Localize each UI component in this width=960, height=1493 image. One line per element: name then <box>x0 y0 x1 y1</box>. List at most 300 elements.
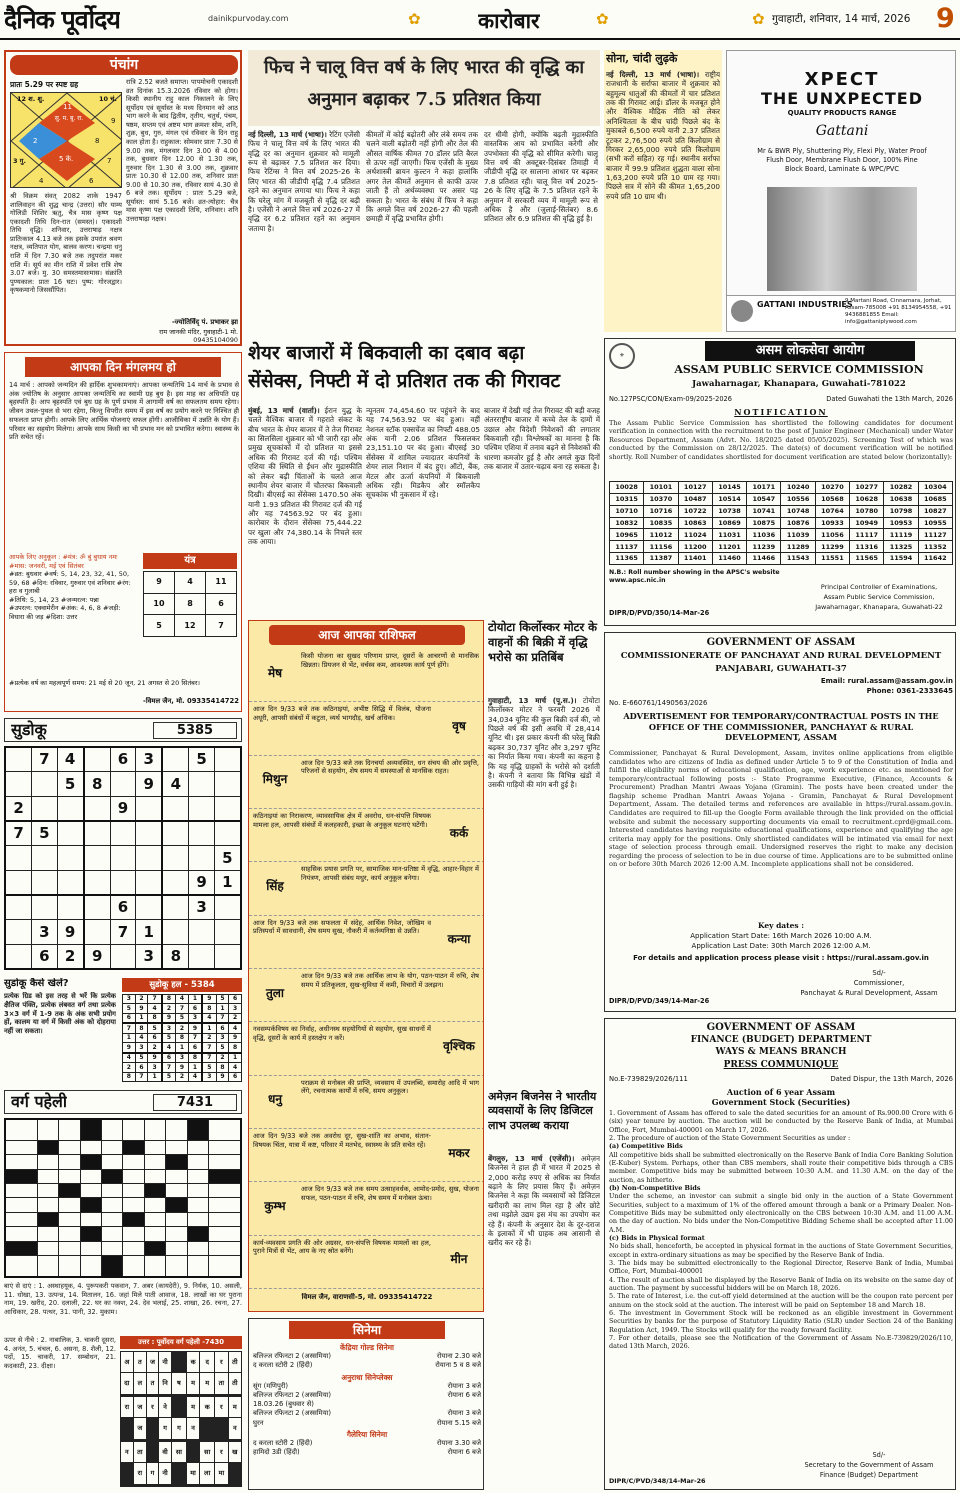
grid-cell <box>57 821 84 846</box>
flower-icon: ✿ <box>596 10 609 28</box>
crossword-cell[interactable] <box>166 1169 187 1183</box>
crossword-cell[interactable] <box>209 1241 241 1255</box>
rashi-text: नवसम्पर्कविषय का निर्वाह, अधीनस्थ सहयोगियों से सहयोग, सुख साधनों में वृद्धि, दूसरों के कार्य में हस्तक्षेप न करें। <box>253 1025 431 1043</box>
crossword-cell[interactable] <box>166 1212 187 1226</box>
grid-cell <box>5 895 32 920</box>
rashi-text: आज दिन 9/33 बजे तक कठिनाइयां, अभीष्ट सिद्धि में विलंब, योजना अधूरी, आपसी संबंधों में कटुता, व्यर्थ भागदौड़, खर्च अधिक। <box>253 705 431 723</box>
grid-cell: 8 <box>162 995 176 1004</box>
crossword-cell[interactable] <box>5 1227 37 1241</box>
grid-cell: 8 <box>148 1013 162 1023</box>
grid-cell: नि <box>159 1373 172 1394</box>
grid-cell: र <box>215 1352 229 1373</box>
crossword-cell[interactable] <box>59 1198 80 1212</box>
cinema-film: बलिज्ज रफिनटा 2 (अस्समिया) <box>253 1409 332 1418</box>
grid-row <box>123 1013 242 1023</box>
crossword-cell[interactable] <box>187 1198 208 1212</box>
crossword-cell[interactable] <box>5 1212 37 1226</box>
grid-cell: मा <box>215 1463 229 1484</box>
crossword-cell[interactable] <box>5 1141 37 1155</box>
grid-cell: 11117 <box>850 529 884 541</box>
crossword-cell[interactable] <box>80 1212 101 1226</box>
cinema-time: रोयाना 3 बजे <box>447 1409 481 1418</box>
grid-cell <box>162 796 189 821</box>
grid-cell: 10863 <box>678 517 712 529</box>
crossword-cell[interactable] <box>166 1184 187 1198</box>
crossword-title: वर्ग पहेली <box>11 1092 68 1111</box>
crossword-cell[interactable] <box>123 1169 144 1183</box>
grid-cell: 7 <box>135 1072 148 1082</box>
grid-cell <box>189 772 214 796</box>
crossword-row <box>5 1212 241 1226</box>
grid-cell: न <box>228 1418 241 1439</box>
crossword-cell[interactable] <box>144 1141 165 1155</box>
crossword-cell[interactable] <box>209 1255 241 1277</box>
gold-headline: सोना, चांदी लुढ़के <box>606 52 678 65</box>
grid-cell: 10685 <box>918 493 952 505</box>
grid-cell <box>32 846 57 870</box>
crossword-cell[interactable] <box>59 1119 80 1141</box>
kundli-cell: 4 <box>39 177 44 185</box>
grid-cell: 5 <box>32 821 57 846</box>
grid-cell: 11316 <box>850 541 884 553</box>
grid-cell: म <box>186 1396 200 1417</box>
grid-cell: 10277 <box>850 482 884 494</box>
crossword-cell <box>5 1241 37 1255</box>
grid-cell <box>215 1484 229 1486</box>
crossword-cell[interactable] <box>5 1119 37 1141</box>
crossword-row <box>5 1169 241 1183</box>
crossword-cell[interactable] <box>166 1241 187 1255</box>
finance-heading-2: Government Stock (Securities) <box>711 1097 851 1107</box>
crossword-cell[interactable] <box>144 1119 165 1141</box>
crossword-cell[interactable] <box>144 1169 165 1183</box>
crossword-cell[interactable] <box>144 1212 165 1226</box>
crossword-cell[interactable] <box>144 1227 165 1241</box>
grid-cell: 11460 <box>712 553 746 565</box>
cinema-time: रोयाना 6 बजे <box>447 1391 481 1400</box>
grid-cell: 11352 <box>918 541 952 553</box>
crossword-cell <box>166 1198 187 1212</box>
crossword-cell[interactable] <box>166 1119 187 1141</box>
grid-row <box>121 1352 242 1373</box>
grid-cell: 10240 <box>781 482 815 494</box>
sudoku-header <box>4 718 242 742</box>
crossword-cell[interactable] <box>187 1184 208 1198</box>
paper-url[interactable]: dainikpurvoday.com <box>208 14 289 23</box>
grid-cell: 7 <box>5 821 32 846</box>
grid-cell: त <box>146 1373 158 1394</box>
finance-para: All competitive bids shall be submitted electronically on the Reserve Bank of India Core Banking Solution (E-Kuber) System. Perhaps, other than CBS members, shall route their competitive bids through a CBS member. Competitive bids may be submitted between 10:30 A.M. and 11.30 A.M. on the day of the auction, as hitherto. <box>609 1150 953 1184</box>
grid-cell: 3 <box>162 1023 176 1033</box>
cinema-box <box>248 1318 484 1490</box>
crossword-cell[interactable] <box>123 1184 144 1198</box>
grid-cell: 11039 <box>781 529 815 541</box>
crossword-cell[interactable] <box>37 1255 58 1277</box>
grid-cell: ला <box>200 1463 215 1484</box>
cinema-film: घुरन <box>253 1418 264 1427</box>
crossword-grid <box>4 1118 242 1278</box>
grid-cell: 10933 <box>815 517 849 529</box>
grid-cell: 5 <box>57 772 84 796</box>
crossword-cell[interactable] <box>187 1169 208 1183</box>
crossword-cell[interactable] <box>102 1212 123 1226</box>
cinema-film: द करला स्टोरी 2 (हिंदी) <box>253 1438 313 1447</box>
gattani-logo-icon <box>731 300 753 322</box>
gold-body <box>606 70 720 330</box>
crossword-row <box>5 1227 241 1241</box>
grid-cell <box>189 944 214 969</box>
finance-ref: No.E-739829/2026/111 <box>609 1075 688 1083</box>
ad-footer <box>727 295 956 332</box>
grid-row <box>5 846 241 870</box>
grid-cell <box>84 870 111 895</box>
cinema-show-row <box>253 1439 481 1448</box>
grid-cell: 11565 <box>850 553 884 565</box>
grid-cell <box>32 870 57 895</box>
cinema-film: बलिज्ज रफिनटा 2 (अस्समिया) <box>253 1391 332 1400</box>
crossword-cell[interactable] <box>37 1227 58 1241</box>
grid-cell <box>5 944 32 969</box>
grid-cell <box>5 747 32 772</box>
crossword-cell[interactable] <box>144 1155 165 1169</box>
grid-cell <box>136 870 163 895</box>
grid-cell: 10370 <box>644 493 678 505</box>
cinema-show-row <box>253 1391 481 1400</box>
grid-cell: 7 <box>162 1063 176 1072</box>
paper-logo: दैनिक पूर्वोदय <box>4 5 120 34</box>
grid-row <box>610 529 953 541</box>
lucky-line: #व्रत: बुधवार #वर्ष: 5, 14, 23, 32, 41, 50, 59, 68 #दिन: रविवार, गुरुवार एवं शनिवार #रंग: हरा व गुलाबी <box>9 570 131 596</box>
fitch-col-2: कीमतों में कोई बढ़ोतरी और लंबे समय तक चलने वाली बढ़ोतरी नहीं होगी और तेल की औसत वार्षिक कीमत 70 डॉलर प्रति बैरल से ऊपर नहीं जाएगी। फिच एजेंसी के मुख्य अर्थशास्त्री ब्रायन कुल्टन ने कहा हालांकि अगर तेल कीमतें अनुमान से काफी ऊपर जाती हैं तो अर्थव्यवस्था पर असर पड़ सकता है। भारत के संबंध में फिच ने कहा कि अगले वित्त वर्ष 2026-27 की पहली छमाही में वृद्धि प्रभावित होगी। <box>366 130 478 224</box>
crossword-cell[interactable] <box>166 1141 187 1155</box>
grid-cell: 6 <box>123 1013 136 1023</box>
grid-cell: ने <box>159 1396 172 1417</box>
rashi-text: आज दिन 9/33 बजे तक समय उत्साहवर्धक, आमोद-प्रमोद, सुख, योजना सफल, पठन-पाठन में रुचि, शेष समय में मनोबल ऊंचा। <box>301 1185 479 1203</box>
crossword-cell[interactable] <box>209 1227 241 1241</box>
grid-cell: 10738 <box>712 505 746 517</box>
apsc-title-en: ASSAM PUBLIC SERVICE COMMISSION <box>674 363 924 376</box>
crossword-cell[interactable] <box>209 1119 241 1141</box>
amazon-headline: अमेज़न बिजनेस ने भारतीय व्यवसायों के लिए डिजिटल लाभ उपलब्ध कराया <box>488 1090 597 1132</box>
grid-cell: 5 <box>214 846 241 870</box>
crossword-cell[interactable] <box>187 1155 208 1169</box>
crossword-cell[interactable] <box>59 1241 80 1255</box>
grid-cell: 11387 <box>644 553 678 565</box>
crossword-cell[interactable] <box>37 1184 58 1198</box>
panchayat-key-dates: Key dates : <box>757 921 805 930</box>
grid-cell: 11365 <box>610 553 644 565</box>
grid-cell: 7 <box>188 1033 202 1042</box>
grid-cell: 5 <box>176 1013 189 1023</box>
grid-cell <box>5 870 32 895</box>
crossword-cell[interactable] <box>209 1141 241 1155</box>
crossword-cell <box>123 1212 144 1226</box>
grid-cell <box>146 1418 158 1439</box>
crossword-cell <box>209 1169 241 1183</box>
panchayat-body: Commissioner, Panchayat & Rural Development, Assam, invites online applications from eligible candidates who are citizens of India as defined under Article 5 to 9 of the Constitution of India and fulfill the eligibility norms of educational qualification, age, work experience etc. as mentioned for temporary/contractual following posts :- State Programme Executive, (Finance, Accounts & Procurement) Pradhan Mantri Awaas Yojana (Gramin). The posts have been created under the flagship scheme Pradhan Mantri Awaas Yojana - Gramin, Panchayat & Rural Development Department, Assam. The detailed terms and references are available in https://rural.assam.gov.in. Candidates are required to fill-up the Google Form available through the link provided on the official website and submit the necessary supporting documents via email to recruitment.cprd@gmail.com. Interested candidates having requisite educational qualifications, experience and qualifying the age criteria may apply for the positions. Only shortlisted candidates will be intimated via email for next stage of selection process through email. Undersigned reserves the right to make any decision regarding the process of selection to be in due course of time. Applications are to be submitted online on or before 30th March 2026 12:00 A.M. Incomplete applications shall not be considered. <box>609 749 953 869</box>
crossword-cell[interactable] <box>144 1198 165 1212</box>
grid-cell: 3 <box>148 1063 162 1072</box>
cinema-show-row <box>253 1400 481 1409</box>
finance-subhead: (a) Competitive Bids <box>609 1142 683 1151</box>
crossword-cell <box>144 1184 165 1198</box>
grid-cell: रा <box>121 1396 134 1417</box>
panchang-body-2: रात्रि 2.52 बजते समाप्त। पापमोचनी एकादशी व्रत दिनांक 15.3.2026 रविवार को होगा। किसी स्थानीय राहु काल निकालने के लिए सूर्योदय एवं सूर्यास्त के मध्य दिनमान को आठ भाग करने के बाद द्वितीय, तृतीय, चतुर्थ, पंचम, षष्ठम, सप्तम एवं अष्टम भाग क्रमशः सोम, शनि, शुक्र, बुध, गुरु, मंगल एवं रविवार के दिन राहु काल होता है। राहुकाल: सोमवार प्रातः 7.30 से 9.00 तक, मंगलवार दिन 3.00 से 4.00 तक, बुधवार दिन 12.00 से 1.30 तक, गुरुवार दिन 1.30 से 3.00 तक, शुक्रवार प्रातः 10.30 से 12.00 तक, शनिवार प्रातः 9.00 से 10.30 तक, रविवार सायं 4.30 से 6 बजे तक। सूर्योदय : प्रातः 5.29 बजे, सूर्यास्त: सायं 5.16 बजे। व्रत-त्योहार: चैत्र मास कृष्ण पक्ष एकादशी तिथि, शनिवार। शनि उत्तराषाढ़ा नक्षत्र। <box>126 78 238 223</box>
cinema-time: रोयाना 5.15 बजे <box>436 1418 481 1427</box>
grid-cell: 9 <box>57 920 84 944</box>
crossword-cell[interactable] <box>187 1212 208 1226</box>
grid-cell: 10638 <box>884 493 918 505</box>
grid-row <box>5 747 241 772</box>
grid-cell: 6 <box>216 1023 229 1033</box>
crossword-cell[interactable] <box>37 1155 58 1169</box>
yantra-cell: 7 <box>206 615 237 637</box>
grid-cell <box>200 1484 215 1486</box>
crossword-cell[interactable] <box>123 1227 144 1241</box>
grid-cell: त <box>133 1352 146 1373</box>
crossword-cell[interactable] <box>123 1155 144 1169</box>
grid-cell: 11401 <box>678 553 712 565</box>
panchayat-email[interactable]: Email: rural.assam@assam.gov.in <box>820 677 953 685</box>
toyota-body <box>488 696 600 1066</box>
grid-cell: 10315 <box>610 493 644 505</box>
grid-cell: 10101 <box>644 482 678 494</box>
birthday-body: 14 मार्च : आपको जन्मदिन की हार्दिक शुभकामनाएं। आपका जन्मतिथि 14 मार्च के प्रभाव से अंक ज्योतिष के अनुसार आपका जन्मतिथि का स्वामी ग्रह बुध है। इस माह का अधिपति ग्रह बृहस्पति है। आप बृहस्पति एवं बुध ग्रह के पूर्ण प्रभाव में आगामी वर्ष का सफलतम समय रहेगा। जीवन उथल-पुथल से भरा रहेगा, किन्तु विपरीत समय में इस वर्ष का प्रयोग करने पर निश्चित ही सफलता प्राप्त होगी। आपके लिए आर्थिक योजनाएं सफल होंगी। आजीविका में उन्नति के योग हैं। परिवार का सहयोग मिलेगा। आपके साथ किसी का भी प्रभाव मन को प्रभावित करेगा। स्वास्थ्य के प्रति सचेत रहें। <box>9 381 239 442</box>
apsc-body: The Assam Public Service Commission has shortlisted the following candidates for document verification in connection with the recruitment to the post of Junior Engineer (Mechanical) under Water Resources Department, Assam (Advt. No. 18/2025 dated 05/05/2025). Screening Test of which was conducted by the Commission on 28/12/2025. The date(s) of document verification will be notified shortly. Roll Number of candidates shortlisted for document verification are stated below (horizontally): <box>609 419 953 461</box>
grid-cell <box>162 920 189 944</box>
grid-cell: 10716 <box>644 505 678 517</box>
grid-cell: 6 <box>229 1072 242 1082</box>
crossword-cell[interactable] <box>80 1241 101 1255</box>
grid-cell: 3 <box>32 920 57 944</box>
crossword-cell[interactable] <box>102 1119 123 1141</box>
masthead <box>0 0 960 40</box>
rashi-text: आज दिन 9/33 बजे तक दिनचर्या अव्यवस्थित, धन संचय की ओर प्रवृत्ति, परिजनों से सहयोग, शेष समय में समस्याओं से मानसिक राहत। <box>301 758 479 776</box>
grid-cell <box>136 846 163 870</box>
grid-cell <box>214 796 241 821</box>
grid-cell: 4 <box>202 1013 216 1023</box>
grid-cell <box>136 796 163 821</box>
crossword-cell[interactable] <box>166 1227 187 1241</box>
crossword-cell[interactable] <box>59 1255 80 1277</box>
crossword-cell[interactable] <box>123 1255 144 1277</box>
crossword-cell[interactable] <box>209 1184 241 1198</box>
grid-row <box>123 1063 242 1072</box>
crossword-cell[interactable] <box>187 1241 208 1255</box>
grid-cell: 10798 <box>884 505 918 517</box>
crossword-cell[interactable] <box>37 1119 58 1141</box>
crossword-cell <box>37 1141 58 1155</box>
crossword-cell[interactable] <box>5 1155 37 1169</box>
grid-cell: 10953 <box>884 517 918 529</box>
crossword-cell[interactable] <box>37 1241 58 1255</box>
panchayat-l1: GOVERNMENT OF ASSAM <box>706 637 856 648</box>
grid-cell: ख <box>228 1441 241 1462</box>
grid-cell <box>136 821 163 846</box>
panchayat-ref: No. E-660761/1490563/2026 <box>609 699 708 707</box>
yantra-cell: 10 <box>144 593 175 615</box>
finance-sign-1: Secretary to the Government of Assam <box>804 1461 934 1469</box>
crossword-solution-title: उत्तर : पूर्वोदय वर्ग पहेली -7430 <box>120 1336 242 1349</box>
crossword-cell[interactable] <box>102 1241 123 1255</box>
grid-cell <box>172 1396 187 1417</box>
crossword-cell[interactable] <box>102 1184 123 1198</box>
sensex-col-1-text: ईरान युद्ध के चलते वैश्विक बाजार में गहराते संकट के बीच भारत के शेयर बाजार में ते तेज गिरावट का सिलसिला शुक्रवार को भी जारी रहा और प्रमुख सूचकांकों में दो प्रतिशत या इससे अधिक की गिरावट दर्ज की गई। पश्चिम एशिया की स्थिति से ईंधन और मुद्रास्फीति को लेकर बढ़ी चिंताओं के चलते आज स्थानीय शेयर बाजार में चौतरफा बिकवाली दिखी। बीएसई का सेंसेक्स 1470.50 अंक यानी 1.93 प्रतिशत की गिरावट दर्ज की गई और यह 74563.92 पर बंद हुआ। कारोबार के दौरान सेंसेक्स 75,444.22 पर खुला और 74,380.14 के निचले स्तर तक आया। <box>248 406 362 547</box>
crossword-cell[interactable] <box>37 1198 58 1212</box>
grid-cell: 4 <box>162 1043 176 1053</box>
cinema-time: रोयाना 3.30 बजे <box>436 1438 481 1447</box>
lucky-line: #प्रत्येक वर्ष का महत्वपूर्ण समय: 21 मई से 20 जून, 21 अगस्त से 20 सितंबर। <box>9 679 200 687</box>
crossword-cell[interactable] <box>187 1141 208 1155</box>
grid-cell <box>121 1463 134 1484</box>
grid-cell <box>57 796 84 821</box>
grid-cell <box>162 821 189 846</box>
crossword-cell[interactable] <box>80 1169 101 1183</box>
crossword-cell[interactable] <box>102 1155 123 1169</box>
sensex-dateline: मुंबई, 13 मार्च (वार्ता)। <box>248 406 320 415</box>
crossword-cell[interactable] <box>144 1255 165 1277</box>
grid-cell: 10780 <box>850 505 884 517</box>
grid-cell <box>189 920 214 944</box>
crossword-cell[interactable] <box>59 1155 80 1169</box>
rashi-sign-label: मकर <box>448 1145 470 1160</box>
grid-cell <box>110 772 135 796</box>
crossword-cell[interactable] <box>59 1212 80 1226</box>
crossword-cell[interactable] <box>80 1141 101 1155</box>
kundli-cell: सु. म. बु. रा. <box>54 115 84 122</box>
panchayat-sign-2: Panchayat & Rural Development, Assam <box>800 989 938 997</box>
yantra-cell: 6 <box>206 593 237 615</box>
rashi-text: किसी योजना का सुखद परिणाम प्राप्त, दूसरों के आचरणों से मानसिक खिन्नता। प्रियजन से भेंट, वर्चस्व कम, आवश्यक कार्य पूर्ण होंगे। <box>301 652 479 669</box>
crossword-cell <box>59 1184 80 1198</box>
grid-cell: 2 <box>162 1004 176 1013</box>
crossword-solution-grid <box>120 1351 242 1487</box>
grid-cell: 7 <box>202 1053 216 1063</box>
grid-cell: 3 <box>123 995 136 1004</box>
grid-cell: 10965 <box>610 529 644 541</box>
grid-row <box>5 796 241 821</box>
crossword-cell[interactable] <box>166 1255 187 1277</box>
grid-cell: 10547 <box>747 493 781 505</box>
grid-cell: 4 <box>57 747 84 772</box>
grid-cell: 6 <box>148 1033 162 1042</box>
grid-row <box>123 1004 242 1013</box>
grid-cell <box>214 821 241 846</box>
crossword-cell[interactable] <box>80 1184 101 1198</box>
grid-cell: 11543 <box>781 553 815 565</box>
grid-cell <box>214 895 241 920</box>
ad-brand: Gattani <box>815 123 869 139</box>
crossword-cell[interactable] <box>80 1255 101 1277</box>
crossword-cell[interactable] <box>209 1155 241 1169</box>
crossword-cell[interactable] <box>59 1169 80 1183</box>
rashi-sign-label: मिथुन <box>262 772 288 787</box>
sudoku-section <box>4 718 242 974</box>
crossword-cell[interactable] <box>123 1241 144 1255</box>
grid-cell <box>189 796 214 821</box>
yantra-grid <box>143 571 237 637</box>
finance-para: Under the scheme, an investor can submit a single bid only in the auction of a State Government Securities, subject to a maximum of 1% of the offered amount through a bank or a Primary Dealer. Non-Competitive Bids may be submitted only electronically on the CBS between 10:30 A.M. and 11.00 A.M. on the day of auction. No bids under the Non-Competitive Bidding Scheme shall be accepted after 11.00 A.M. <box>609 1192 953 1234</box>
grid-cell <box>57 895 84 920</box>
grid-cell: 2 <box>216 1053 229 1063</box>
grid-cell <box>162 870 189 895</box>
crossword-cell[interactable] <box>59 1141 80 1155</box>
cinema-film: हामिदो 3डी (हिंदी) <box>253 1448 300 1457</box>
crossword-cell[interactable] <box>37 1169 58 1183</box>
grid-cell: 10741 <box>747 505 781 517</box>
gattani-ad[interactable] <box>726 50 956 332</box>
cinema-hall-name: गैलेरिया सिनेमा <box>346 1429 388 1439</box>
sudoku-solution-title: सुडोकू हल - 5384 <box>122 978 242 992</box>
apsc-notice <box>604 338 956 626</box>
crossword-cell[interactable] <box>123 1119 144 1141</box>
crossword-cell[interactable] <box>102 1198 123 1212</box>
grid-row <box>121 1418 242 1439</box>
grid-cell <box>84 821 111 846</box>
grid-cell: 4 <box>148 1004 162 1013</box>
apsc-dated: Dated Guwahati the 13th March, 2026 <box>826 395 953 403</box>
grid-cell: 11031 <box>712 529 746 541</box>
lucky-line: #उपरत्न: एक्वामेरीन #अंक: 4, 6, 8 #जड़ी: विधारा की जड़ #दिशा: उत्तर <box>9 604 121 622</box>
plywood-image <box>767 187 917 291</box>
grid-cell: 2 <box>202 1033 216 1042</box>
flower-icon: ✿ <box>752 10 765 28</box>
sudoku-howto-title: सुडोकू कैसे खेलें? <box>4 978 69 989</box>
finance-para: 1. Government of Assam has offered to sale the dated securities for an amount of Rs.900.00 Crore with 6 (six) year tenure by auction. The auction will be conducted by the Reserve Bank of India, at Mumbai Office, Fort, Mumbai-400001 on March 17, 2026. <box>609 1109 953 1134</box>
grid-cell <box>146 1484 158 1486</box>
finance-body <box>609 1109 953 1449</box>
grid-cell: 11127 <box>918 529 952 541</box>
grid-row <box>123 1043 242 1053</box>
birthday-author: -विमल जैन, मो. 09335414722 <box>143 697 239 705</box>
kundli-cell: 9 <box>111 117 116 125</box>
crossword-cell[interactable] <box>5 1198 37 1212</box>
crossword-row <box>5 1241 241 1255</box>
crossword-cell[interactable] <box>102 1227 123 1241</box>
grid-cell <box>186 1484 200 1486</box>
crossword-cell[interactable] <box>5 1255 37 1277</box>
grid-cell: 8 <box>202 1004 216 1013</box>
yantra-cell: 5 <box>144 615 175 637</box>
grid-cell: अ <box>121 1352 134 1373</box>
grid-row <box>610 482 953 494</box>
rashi-sign-label: कन्या <box>447 932 471 947</box>
crossword-cell[interactable] <box>123 1198 144 1212</box>
crossword-cell[interactable] <box>102 1141 123 1155</box>
grid-cell: 9 <box>136 772 163 796</box>
grid-cell <box>5 772 32 796</box>
grid-cell: द <box>200 1352 215 1373</box>
grid-cell: ता <box>133 1441 146 1462</box>
grid-cell: 9 <box>188 1023 202 1033</box>
finance-subhead: (c) Bids in Physical format <box>609 1233 705 1242</box>
crossword-row <box>5 1255 241 1277</box>
grid-cell: ता <box>215 1373 229 1394</box>
grid-cell: 8 <box>162 944 189 969</box>
crossword-cell[interactable] <box>209 1198 241 1212</box>
grid-cell <box>121 1484 134 1486</box>
grid-cell: 1 <box>229 1053 242 1063</box>
kundli-cell: 12 श. शु. <box>17 95 45 103</box>
grid-cell: 5 <box>135 1053 148 1063</box>
crossword-cell[interactable] <box>209 1212 241 1226</box>
panchayat-sd: Sd/- <box>872 969 886 977</box>
panchayat-details[interactable]: For details and application process please visit : https://rural.assam.gov.in <box>633 954 929 962</box>
crossword-cell[interactable] <box>187 1255 208 1277</box>
crossword-cell[interactable] <box>5 1184 37 1198</box>
grid-cell: ल <box>133 1373 146 1394</box>
crossword-cell[interactable] <box>59 1227 80 1241</box>
